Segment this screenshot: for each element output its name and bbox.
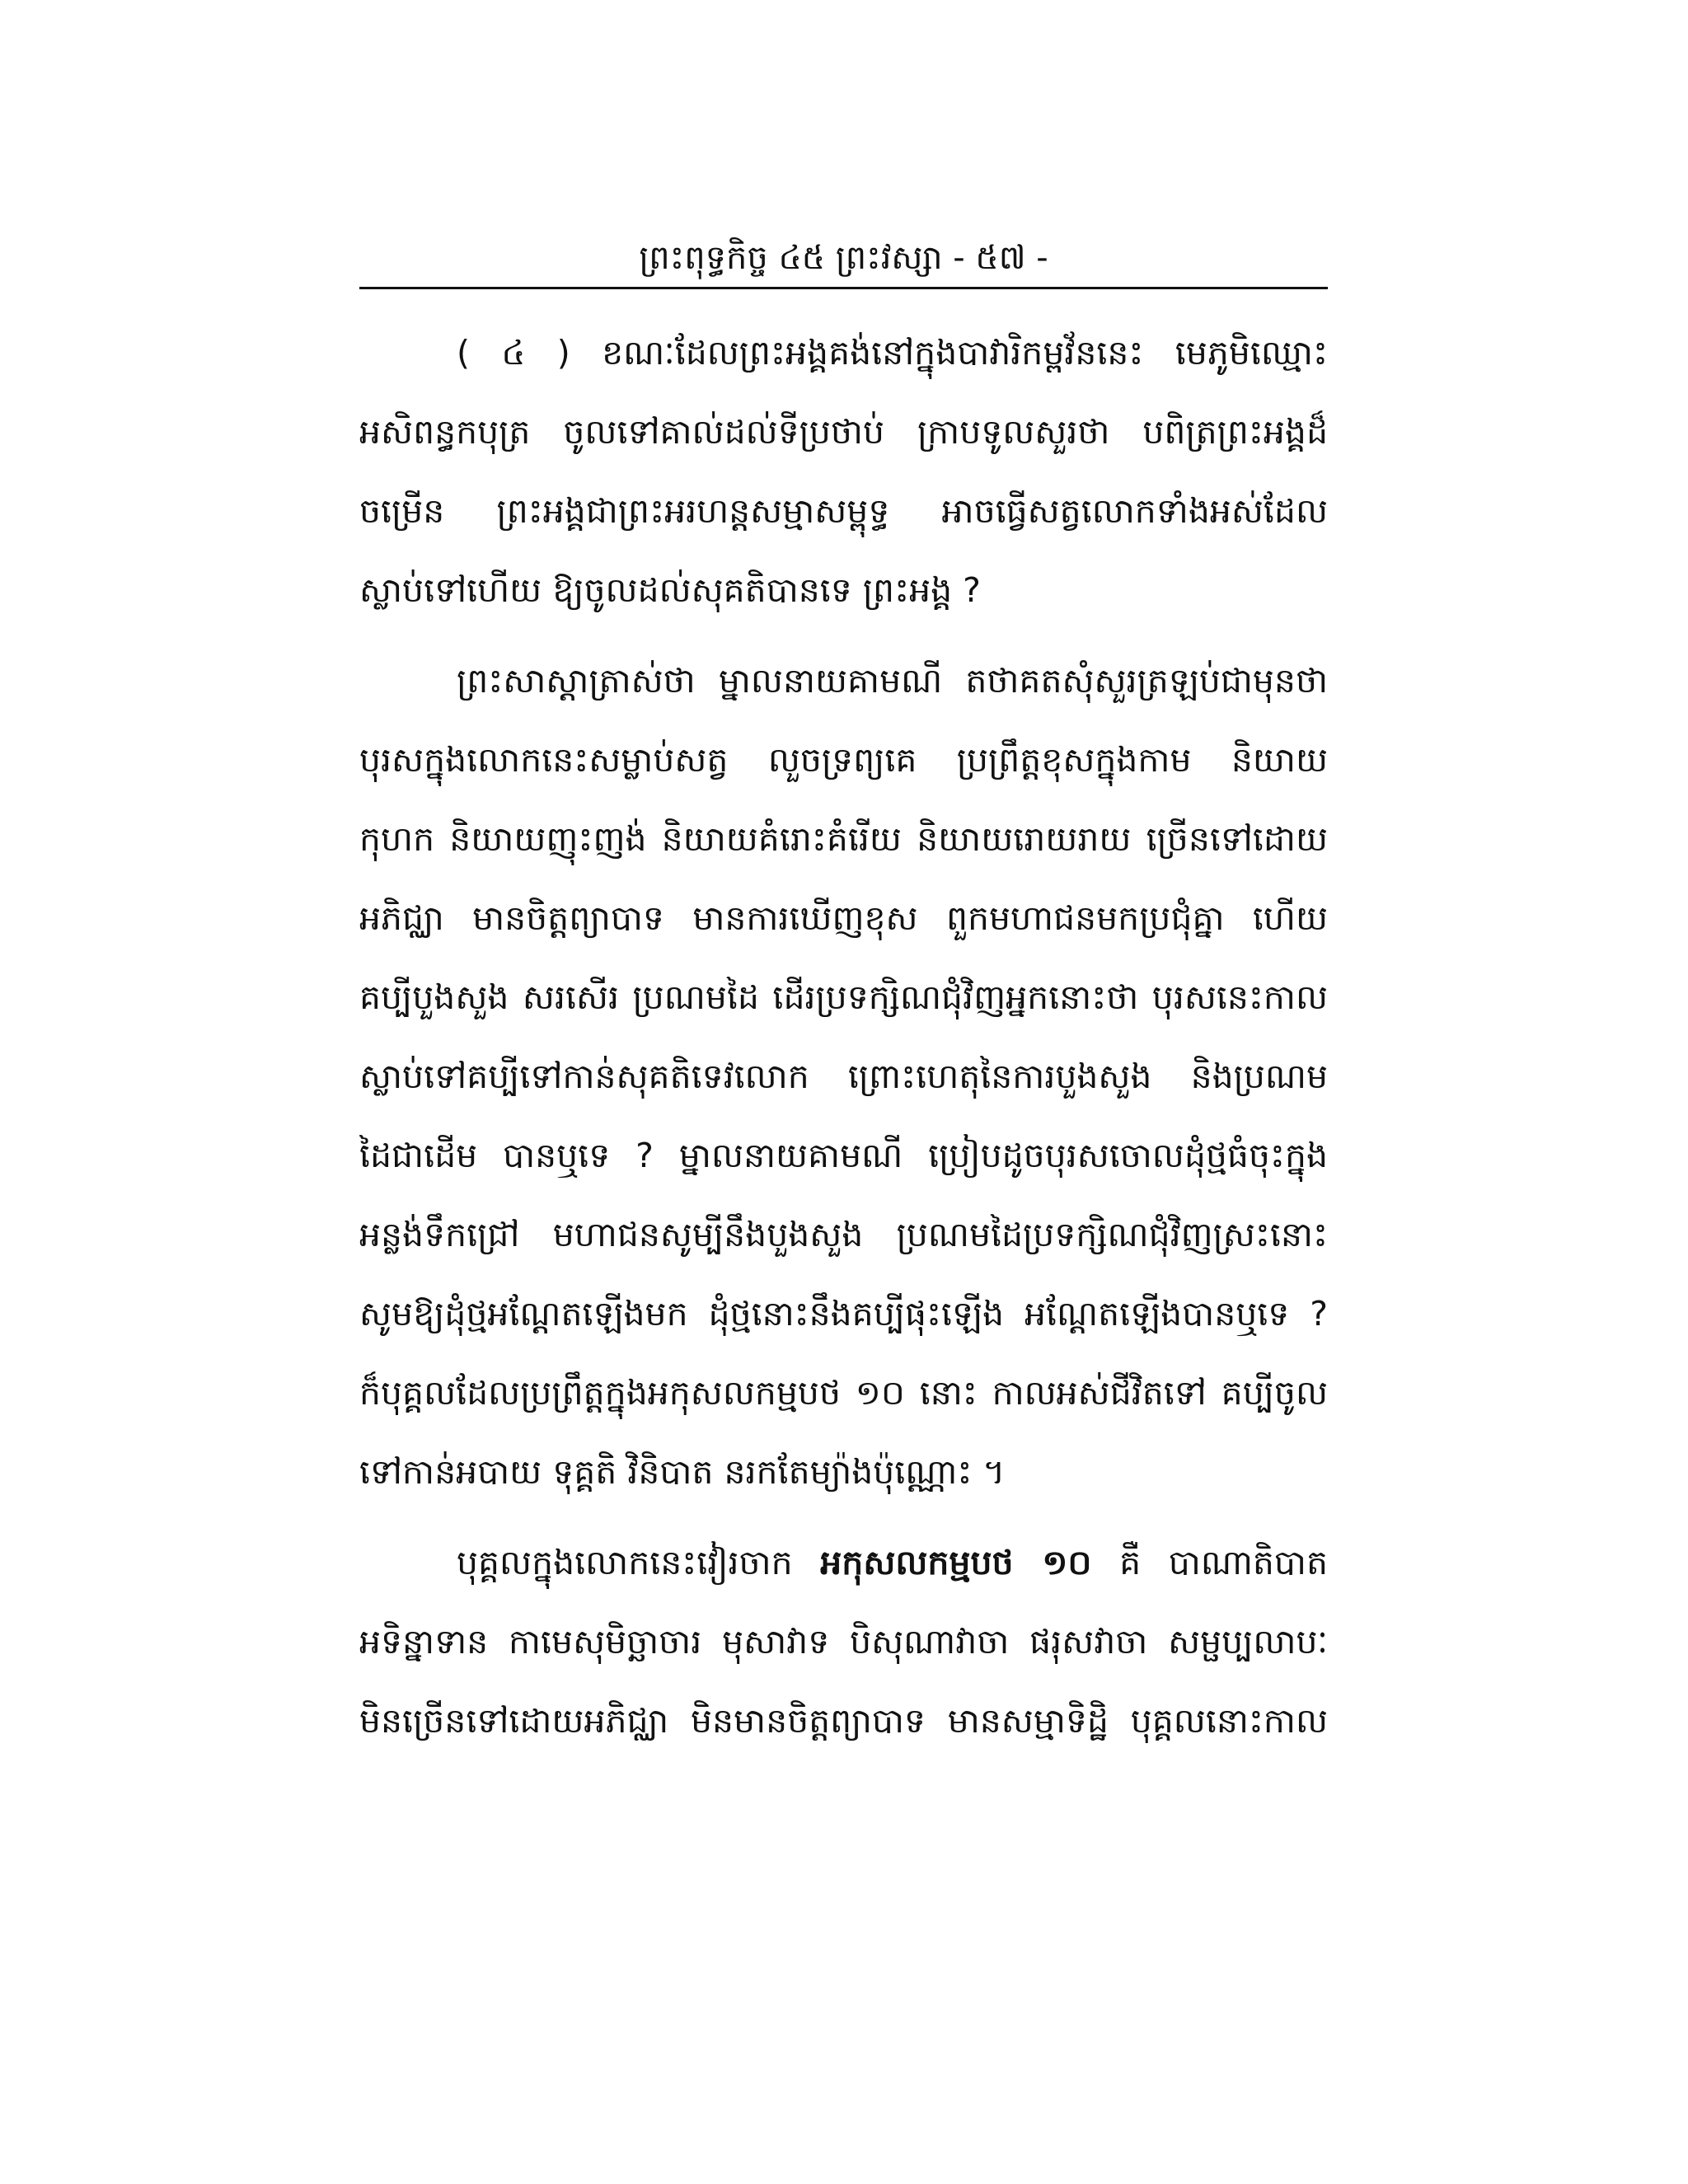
text-line — [359, 1523, 1328, 1602]
text-line: គប្បីបួងសួង សរសើរ ប្រណមដៃ ដើរប្រទក្សិណជុំវិញអ្នកនោះថា បុរសនេះកាល — [359, 977, 1328, 1017]
paragraph-3 — [359, 1523, 1328, 1760]
text-segment: បុគ្គលក្នុងលោកនេះវៀរចាក — [457, 1543, 793, 1582]
bold-term: អកុសលកម្មបថ ១០ — [820, 1543, 1092, 1582]
body-text — [359, 313, 1328, 1760]
text-line: ស្លាប់ទៅហើយ ឱ្យចូលដល់សុគតិបានទេ ព្រះអង្គ ? — [359, 570, 981, 610]
text-line: ស្លាប់ទៅគប្បីទៅកាន់សុគតិទេវលោក ព្រោះហេតុនៃការបួងសួង និងប្រណម — [359, 1057, 1328, 1096]
text-line: អន្លង់ទឹកជ្រៅ មហាជនសូម្បីនឹងបួងសួង ប្រណមដៃប្រទក្សិណជុំវិញស្រះនោះ — [359, 1215, 1328, 1254]
text-segment: គឺ បាណាតិបាត — [1119, 1543, 1328, 1582]
header-rule — [359, 287, 1328, 289]
text-line: មិនច្រើនទៅដោយអភិជ្ឈា មិនមានចិត្តព្យាបាទ មានសម្មាទិដ្ឋិ បុគ្គលនោះកាល — [359, 1701, 1328, 1741]
paragraph-2 — [359, 641, 1328, 1511]
text-line: អភិជ្ឈា មានចិត្តព្យាបាទ មានការឃើញខុស ពួកមហាជនមកប្រជុំគ្នា ហើយ — [359, 898, 1328, 938]
text-line: ក៏បុគ្គលដែលប្រព្រឹត្តក្នុងអកុសលកម្មបថ ១០ នោះ កាលអស់ជីវិតទៅ គប្បីចូល — [359, 1373, 1328, 1413]
text-line: ទៅកាន់អបាយ ទុគ្គតិ វិនិបាត នរកតែម្យ៉ាងប៉ុណ្ណោះ ។ — [359, 1452, 1006, 1492]
text-line: ( ៤ ) ខណៈដែលព្រះអង្គគង់នៅក្នុងបាវារិកម្ពវ័ននេះ មេភូមិឈ្មោះ — [457, 333, 1328, 373]
text-line: ដៃជាដើម បានឬទេ ? ម្នាលនាយគាមណី ប្រៀបដូចបុរសចោលដុំថ្មធំចុះក្នុង — [359, 1136, 1328, 1175]
text-line: អសិពន្ធកបុត្រ ចូលទៅគាល់ដល់ទីប្រថាប់ ក្រាបទូលសួរថា បពិត្រព្រះអង្គដ៏ — [359, 412, 1328, 452]
text-line: អទិន្នាទាន កាមេសុមិច្ឆាចារ មុសាវាទ បិសុណាវាចា ផរុសវាចា សម្ផប្បលាបៈ — [359, 1622, 1328, 1661]
text-line: បុរសក្នុងលោកនេះសម្លាប់សត្វ លួចទ្រព្យគេ ប្រព្រឹត្តខុសក្នុងកាម និយាយ — [359, 740, 1328, 780]
page-header: ព្រះពុទ្ធកិច្ច ៤៥ ព្រះវស្សា - ៥៧ - — [639, 239, 1048, 277]
text-line: ព្រះសាស្តាត្រាស់ថា ម្នាលនាយគាមណី តថាគតសុំសួរត្រឡប់ជាមុនថា — [457, 661, 1328, 701]
paragraph-1 — [359, 313, 1328, 630]
text-line: ចម្រើន ព្រះអង្គជាព្រះអរហន្តសម្មាសម្ពុទ្ធ អាចធ្វើសត្វលោកទាំងអស់ដែល — [359, 491, 1328, 531]
text-line: កុហក និយាយញុះញង់ និយាយគំរោះគំរើយ និយាយរោយរាយ ច្រើនទៅដោយ — [359, 819, 1328, 859]
text-line: សូមឱ្យដុំថ្មអណ្តែតឡើងមក ដុំថ្មនោះនឹងគប្បីផុះឡើង អណ្តែតឡើងបានឬទេ ? — [359, 1294, 1328, 1333]
